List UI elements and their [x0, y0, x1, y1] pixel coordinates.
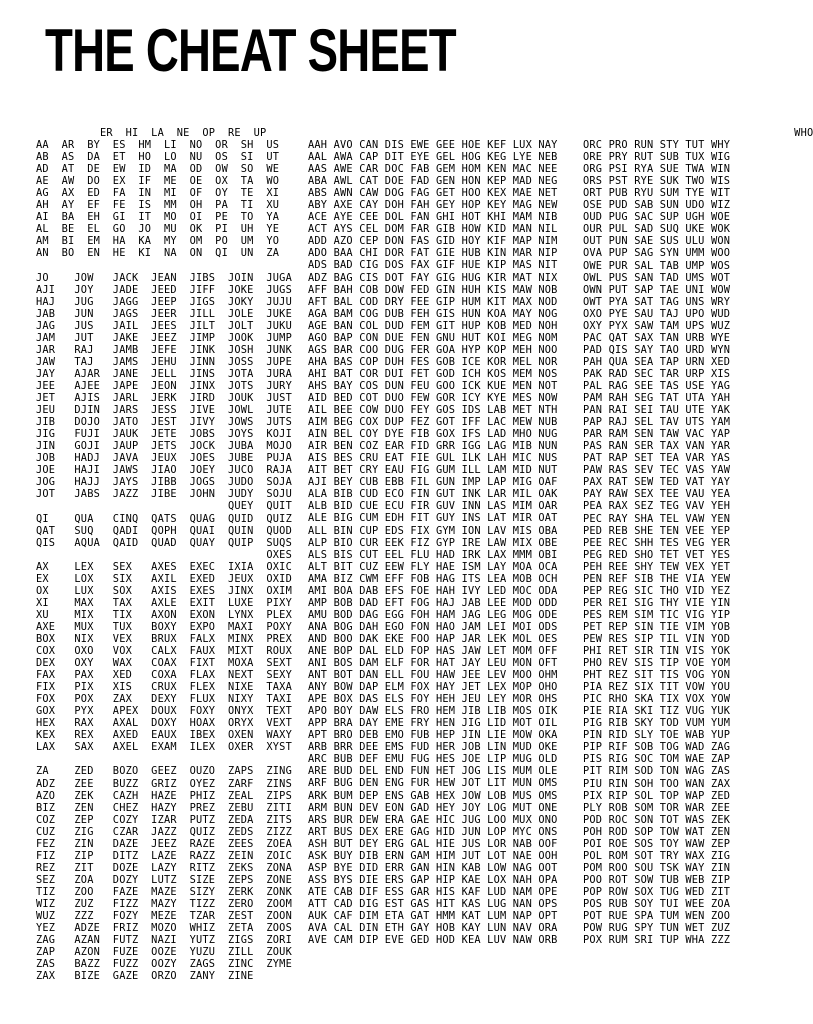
word-list-middle-column: AAH AVO CAN DIS EWE GEE HOE KEF LUX NAY AAL AWA CAP DIT EYE GEL HOG KEG LYE NEB AAS AWE CAR DOC FAB GEM HOM KEN MAC NEE ABA AWL CAT DOE FAD GEN HON KEP MAD NEG ABS AWN CAW DOG FAG GET HOO KEX MAE NET ABY AXE CAY DOH FAH GEY HOP KEY MAG NEW ACE AYE CEE DOL FAN GHI HOT KHI MAM NIB ACT AYS CEL DOM FAR GIB HOW KID MAN NIL ADD AZO CEP DON FAS GID HOY KIF MAP NIM ADO BAA CHI DOR FAT GIE HUB KIN MAR NIP ADS BAD CIG DOS FAX GIF HUE KIP MAS NIT ADZ BAG CIS DOT FAY GIG HUG KIR MAT NIX AFF BAH COB DOW FED GIN HUH KIS MAW NOB AFT BAL COD DRY FEE GIP HUM KIT MAX NOD AGA BAM COG DUB FEH GIS HUN KOA MAY NOG AGE BAN COL DUD FEM GIT HUP KOB MED NOH AGO BAP CON DUE FEN GNU HUT KOI MEG NOM AGS BAR COO DUG FER GOA HYP KOP MEH NOO AHA BAS COP DUH FES GOB ICE KOR MEL NOR AHI BAT COR DUI FET GOD ICH KOS MEM NOS AHS BAY COS DUN FEU GOO ICK KUE MEN NOT AID BED COT DUO FEW GOR ICY KYE MES NOW AIL BEE COW DUO FEY GOS IDS LAB MET NTH AIM BEG COX DUP FEZ GOT IFF LAC MEW NUB AIN BEL COY DYE FIB GOX IFS LAD MHO NUG AIR BEN COZ EAR FID GRR IGG LAG MIB NUN AIS BES CRU EAT FIE GUL ILK LAH MIC NUS AIT BET CRY EAU FIG GUM ILL LAM MID NUT AJI BEY CUB EBB FIL GUN IMP LAP MIG OAF ALA BIB CUD ECO FIN GUT INK LAR MIL OAK ALB BID CUE ECU FIR GUV INN LAS MIM OAR ALE BIG CUM EDH FIT GUY INS LAT MIR OAT ALL BIN CUP EDS FIX GYM ION LAV MIS OBA ALP BIO CUR EEK FIZ GYP IRE LAW MIX OBE ALS BIS CUT EEL FLU HAD IRK LAX MMM OBI ALT BIT CUZ EEW FLY HAE ISM LAY MOA OCA AMA BIZ CWM EFF FOB HAG ITS LEA MOB OCH AMI BOA DAB EFS FOE HAH IVY LED MOC ODA AMP BOB DAD EFT FOG HAJ JAB LEE MOD ODD AMU BOD DAG EGG FOH HAM JAG LEG MOG ODE ANA BOG DAH EGO FON HAO JAM LEI MOI ODS AND BOO DAK EKE FOO HAP JAR LEK MOL OES ANE BOP DAL ELD FOP HAS JAW LET MOM OFF ANI BOS DAM ELF FOR HAT JAY LEU MON OFT ANT BOT DAN ELL FOU HAW JEE LEV MOO OHM ANY BOW DAP ELM FOX HAY JET LEX MOP OHO APE BOX DAS ELS FOY HEH JEU LEY MOR OHS APO BOY DAW ELS FRO HEM JIB LIB MOS OIK APP BRA DAY EME FRY HEN JIG LID MOT OIL APT BRO DEB EMO FUB HEP JIN LIE MOW OKA ARB BRR DEE EMS FUD HER JOB LIN MUD OKE ARC BUB DEF EMU FUG HES JOE LIP MUG OLD ARE BUD DEL END FUN HET JOG LIS MUM OLE ARF BUG DEN ENG FUR HEW JOT LIT MUN OMS ARK BUM DEP ENS GAB HEX JOW LOB MUS OMS ARM BUN DEV EON GAD HEY JOY LOG MUT ONE ARS BUR DEW ERA GAE HIC JUG LOO MUX ONO ART BUS DEX ERE GAG HID JUN LOP MYC ONS ASH BUT DEY ERG GAL HIE JUS LOR NAB OOF ASK BUY DIB ERN GAM HIM JUT LOT NAE OOH ASP BYE DID ERR GAN HIN KAB LOW NAG OOT ASS BYS DIE ERS GAP HIP KAE LOX NAH OPA ATE CAB DIF ESS GAR HIS KAF LUD NAM OPE ATT CAD DIG EST GAS HIT KAS LUG NAN OPS AUK CAF DIM ETA GAT HMM KAT LUM NAP OPT AVA CAL DIN ETH GAY HOB KAY LUN NAV ORA AVE CAM DIP EVE GED HOD KEA LUV NAW ORB	[308, 139, 558, 947]
page-title: THE CHEAT SHEET	[45, 17, 456, 84]
word-list-left-column: ER HI LA NE OP RE UP AA AR BY ES HM LI NO OR SH US AB AS DA ET HO LO NU OS SI UT AD AT DE EW ID MA OD OW SO WE AE AW DO EX IF ME OE OX TA WO AG AX ED FA IN MI OF OY TE XI AH AY EF FE IS MM OH PA TI XU AI BA EH GI IT MO OI PE TO YA AL BE EL GO JO MU OK PI UH YE AM BI EM HA KA MY OM PO UM YO AN BO EN HE KI NA ON QI UN ZA JO JOW JACK JEAN JIBS JOIN JUGA AJI JOY JADE JEED JIFF JOKE JUGS HAJ JUG JAGG JEEP JIGS JOKY JUJU JAB JUN JAGS JEER JILL JOLE JUKE JAG JUS JAIL JEES JILT JOLT JUKU JAM JUT JAKE JEEZ JIMP JOOK JUMP JAR RAJ JAMB JEFE JINK JOSH JUNK JAW TAJ JAMS JEHU JINN JOSS JUPE JAY AJAR JANE JELL JINS JOTA JURA JEE AJEE JAPE JEON JINX JOTS JURY JET AJIS JARL JERK JIRD JOUK JUST JEU DJIN JARS JESS JIVE JOWL JUTE JIB DOJO JATO JEST JIVY JOWS JUTS JIG FUJI JAUK JETE JOBS JOYS KOJI JIN GOJI JAUP JETS JOCK JUBA MOJO JOB HADJ JAVA JEUX JOES JUBE PUJA JOE HAJI JAWS JIAO JOEY JUCO RAJA JOG HAJJ JAYS JIBB JOGS JUDO SOJA JOT JABS JAZZ JIBE JOHN JUDY SOJU QUEY QUIT QI QUA CINQ QATS QUAG QUID QUIZ QAT SUQ QADI QOPH QUAI QUIN QUOD QIS AQUA QAID QUAD QUAY QUIP SUQS OXES AX LEX SEX AXES EXEC IXIA OXIC EX LOX SIX AXIL EXED JEUX OXID OX LUX SOX AXIS EXES JINX OXIM XI MAX TAX AXLE EXIT LUXE PIXY XU MIX TIX AXON EXON LYNX PLEX AXE MUX TUX BOXY EXPO MAXI POXY BOX NIX VEX BRUX FALX MINX PREX COX OXO VOX CALX FAUX MIXT ROUX DEX OXY WAX COAX FIXT MOXA SEXT FAX PAX XED COXA FLAX NEXT SEXY FIX PIX XIS CRUX FLEX NIXE TAXA FOX POX ZAX DEXY FLUX NIXY TAXI GOX PYX APEX DOUX FOXY ONYX TEXT HEX RAX AXAL DOXY HOAX ORYX VEXT KEX REX AXED EAUX IBEX OXEN WAXY LAX SAX AXEL EXAM ILEX OXER XYST ZA ZED BOZO GEEZ OUZO ZAPS ZING ADZ ZEE BUZZ GRIZ OYEZ ZARF ZINS AZO ZEK CAZH HAZE PHIZ ZEAL ZIPS BIZ ZEN CHEZ HAZY PREZ ZEBU ZITI COZ ZEP COZY IZAR PUTZ ZEDA ZITS CUZ ZIG CZAR JAZZ QUIZ ZEDS ZIZZ FEZ ZIN DAZE JEEZ RAZE ZEES ZOEA FIZ ZIP DITZ LAZE RAZZ ZEIN ZOIC REZ ZIT DOZE LAZY RITZ ZEKS ZONA SEZ ZOA DOZY LUTZ SIZE ZEPS ZONE TIZ ZOO FAZE MAZE SIZY ZERK ZONK WIZ ZUZ FIZZ MAZY TIZZ ZERO ZOOM WUZ ZZZ FOZY MEZE TZAR ZEST ZOON YEZ ADZE FRIZ MOZO WHIZ ZETA ZOOS ZAG AZAN FUTZ NAZI YUTZ ZIGS ZORI ZAP AZON FUZE OOZE YUZU ZILL ZOUK ZAS BAZZ FUZZ OOZY ZAGS ZINC ZYME ZAX BIZE GAZE ORZO ZANY ZINE	[36, 127, 292, 983]
word-list-right-column: WHO ORC PRO RUN STY TUT WHY ORE PRY RUT SUB TUX WIG ORG PSI RYA SUE TWA WIN ORS PST RYE SUK TWO WIS ORT PUB RYU SUM TYE WIT OSE PUD SAB SUN UDO WIZ OUD PUG SAC SUP UGH WOE OUR PUL SAD SUQ UKE WOK OUT PUN SAE SUS ULU WON OVA PUP SAG SYN UMM WOO OWE PUR SAL TAB UMP WOS OWL PUS SAN TAD UMS WOT OWN PUT SAP TAE UNI WOW OWT PYA SAT TAG UNS WRY OXO PYE SAU TAJ UPO WUD OXY PYX SAW TAM UPS WUZ PAC QAT SAX TAN URB WYE PAD QIS SAY TAO URD WYN PAH QUA SEA TAP URN XED PAK RAD SEC TAR URP XIS PAL RAG SEE TAS USE YAG PAM RAH SEG TAT UTA YAH PAN RAI SEI TAU UTE YAK PAP RAJ SEL TAV UTS YAM PAR RAM SEN TAW VAC YAP PAS RAN SER TAX VAN YAR PAT RAP SET TEA VAR YAS PAW RAS SEV TEC VAS YAW PAX RAT SEW TED VAT YAY PAY RAW SEX TEE VAU YEA PEA RAX SEZ TEG VAV YEH PEC RAY SHA TEL VAW YEN PED REB SHE TEN VEE YEP PEE REC SHH TES VEG YER PEG RED SHO TET VET YES PEH REE SHY TEW VEX YET PEN REF SIB THE VIA YEW PEP REG SIC THO VID YEZ PER REI SIG THY VIE YIN PES REM SIM TIC VIG YIP PET REP SIN TIE VIM YOB PEW RES SIP TIL VIN YOD PHI RET SIR TIN VIS YOK PHO REV SIS TIP VOE YOM PHT REZ SIT TIS VOG YON PIA REZ SIX TIT VOW YOU PIC RHO SKA TIX VOX YOW PIE RIA SKI TIZ VUG YUK PIG RIB SKY TOD VUM YUM PIN RID SLY TOE WAB YUP PIP RIF SOB TOG WAD ZAG PIS RIG SOC TOM WAE ZAP PIT RIM SOD TON WAG ZAS PIU RIN SOH TOO WAN ZAX PIX RIP SOL TOP WAP ZED PLY ROB SOM TOR WAR ZEE POD ROC SON TOT WAS ZEK POH ROD SOP TOW WAT ZEN POI ROE SOS TOY WAW ZEP POL ROM SOT TRY WAX ZIG POM ROO SOU TSK WAY ZIN POO ROT SOW TUB WEB ZIP POP ROW SOX TUG WED ZIT POS RUB SOY TUI WEE ZOA POT RUE SPA TUM WEN ZOO POW RUG SPY TUN WET ZUZ POX RUM SRI TUP WHA ZZZ	[583, 127, 813, 947]
